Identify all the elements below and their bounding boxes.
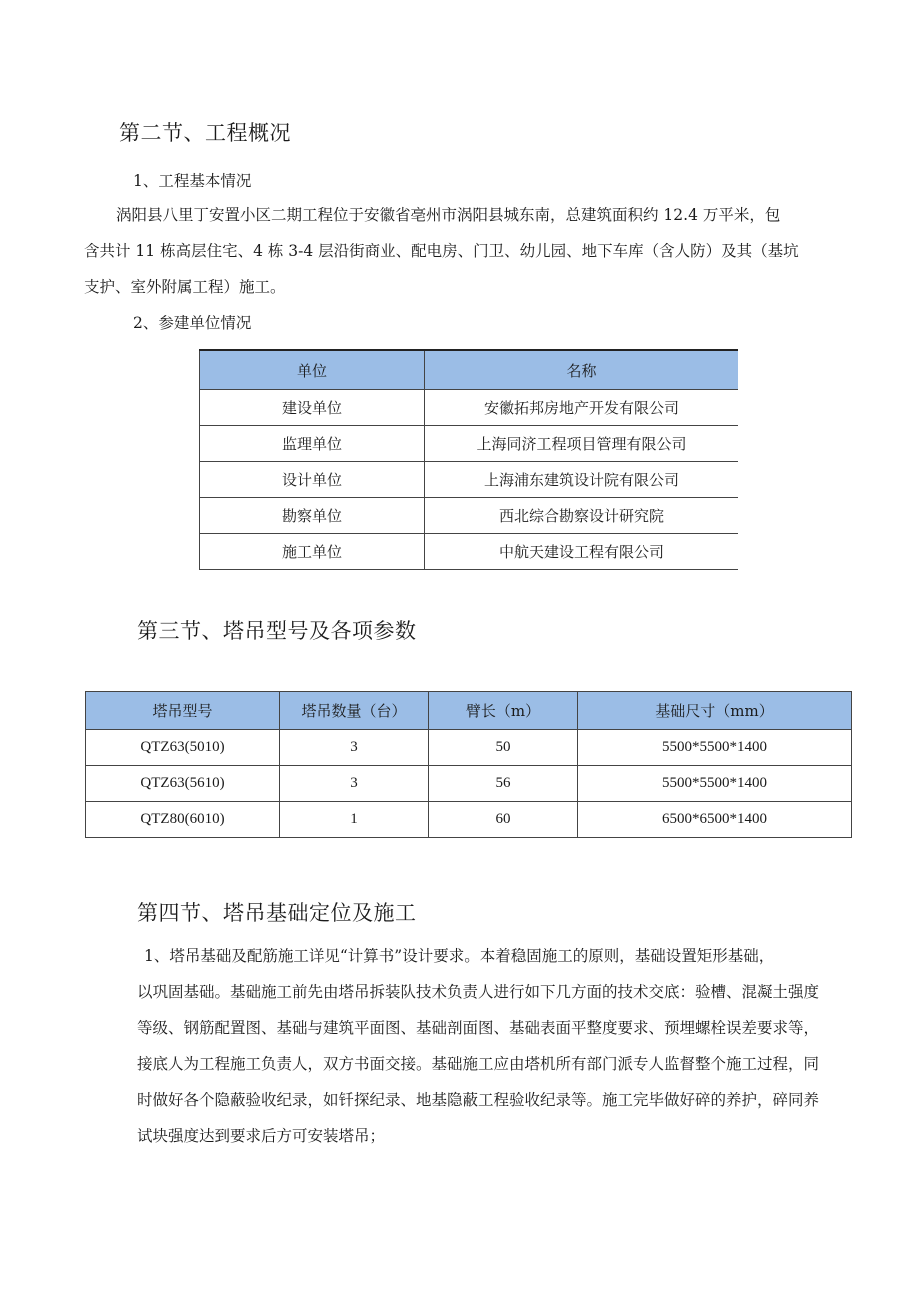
table-row [86, 766, 852, 802]
table-cell: 5500*5500*1400 [578, 766, 852, 802]
table-cell: QTZ63(5610) [86, 766, 280, 802]
section2-title: 第二节、工程概况 [119, 121, 291, 145]
section4-paragraph-line-3: 等级、钢筋配置图、基础与建筑平面图、基础剖面图、基础表面平整度要求、预埋螺栓误差要求等， [137, 1019, 820, 1037]
table-cell: 施工单位 [200, 534, 425, 570]
table-row [200, 534, 739, 570]
section4-paragraph-line-6: 试块强度达到要求后方可安装塔吊； [137, 1127, 386, 1145]
section3-title: 第三节、塔吊型号及各项参数 [137, 619, 417, 643]
table-row [200, 390, 739, 426]
table-row [200, 426, 739, 462]
table-cell: 1 [280, 802, 429, 838]
table-header-cell: 塔吊数量（台） [280, 692, 429, 730]
table-row [200, 498, 739, 534]
table-cell: 3 [280, 766, 429, 802]
table-cell: 监理单位 [200, 426, 425, 462]
table-header-cell: 塔吊型号 [86, 692, 280, 730]
table-cell: 6500*6500*1400 [578, 802, 852, 838]
table-cell: 上海同济工程项目管理有限公司 [425, 426, 739, 462]
table-cell: 50 [429, 730, 578, 766]
table-header-cell: 基础尺寸（mm） [578, 692, 852, 730]
crane-parameters-table [85, 691, 852, 838]
section2-subheading-1: 1、工程基本情况 [133, 172, 252, 190]
table-header-cell: 单位 [200, 350, 425, 390]
table-cell: 中航天建设工程有限公司 [425, 534, 739, 570]
section4-title: 第四节、塔吊基础定位及施工 [137, 901, 417, 925]
table-cell: 勘察单位 [200, 498, 425, 534]
section4-paragraph-line-5: 时做好各个隐蔽验收纪录，如钎探纪录、地基隐蔽工程验收纪录等。施工完毕做好碎的养护，碎同养 [137, 1091, 820, 1109]
section2-paragraph-line-1: 涡阳县八里丁安置小区二期工程位于安徽省亳州市涡阳县城东南，总建筑面积约 12.4 万平米，包 [116, 206, 781, 224]
section2-paragraph-line-2: 含共计 11 栋高层住宅、4 栋 3-4 层沿街商业、配电房、门卫、幼儿园、地下车库（含人防）及其（基坑 [84, 242, 799, 260]
section4-paragraph-line-2: 以巩固基础。基础施工前先由塔吊拆装队技术负责人进行如下几方面的技术交底：验槽、混凝土强度 [137, 983, 820, 1001]
section2-paragraph-line-3: 支护、室外附属工程）施工。 [84, 278, 286, 296]
section2-subheading-2: 2、参建单位情况 [133, 314, 252, 332]
table-header-cell: 臂长（m） [429, 692, 578, 730]
table-row [86, 802, 852, 838]
section4-paragraph-line-4: 接底人为工程施工负责人，双方书面交接。基础施工应由塔机所有部门派专人监督整个施工过程，同 [137, 1055, 820, 1073]
table-row [86, 730, 852, 766]
table-cell: 56 [429, 766, 578, 802]
table-cell: 5500*5500*1400 [578, 730, 852, 766]
table-cell: 上海浦东建筑设计院有限公司 [425, 462, 739, 498]
table-cell: QTZ80(6010) [86, 802, 280, 838]
table-header-row [200, 350, 739, 390]
table-cell: 西北综合勘察设计研究院 [425, 498, 739, 534]
table-cell: 3 [280, 730, 429, 766]
table-cell: 建设单位 [200, 390, 425, 426]
table-header-row [86, 692, 852, 730]
parties-table [199, 349, 738, 570]
table-cell: 60 [429, 802, 578, 838]
table-row [200, 462, 739, 498]
table-cell: 安徽拓邦房地产开发有限公司 [425, 390, 739, 426]
section4-paragraph-line-1: 1、塔吊基础及配筋施工详见“计算书”设计要求。本着稳固施工的原则，基础设置矩形基础， [144, 947, 775, 965]
table-cell: 设计单位 [200, 462, 425, 498]
table-header-cell: 名称 [425, 350, 739, 390]
table-cell: QTZ63(5010) [86, 730, 280, 766]
